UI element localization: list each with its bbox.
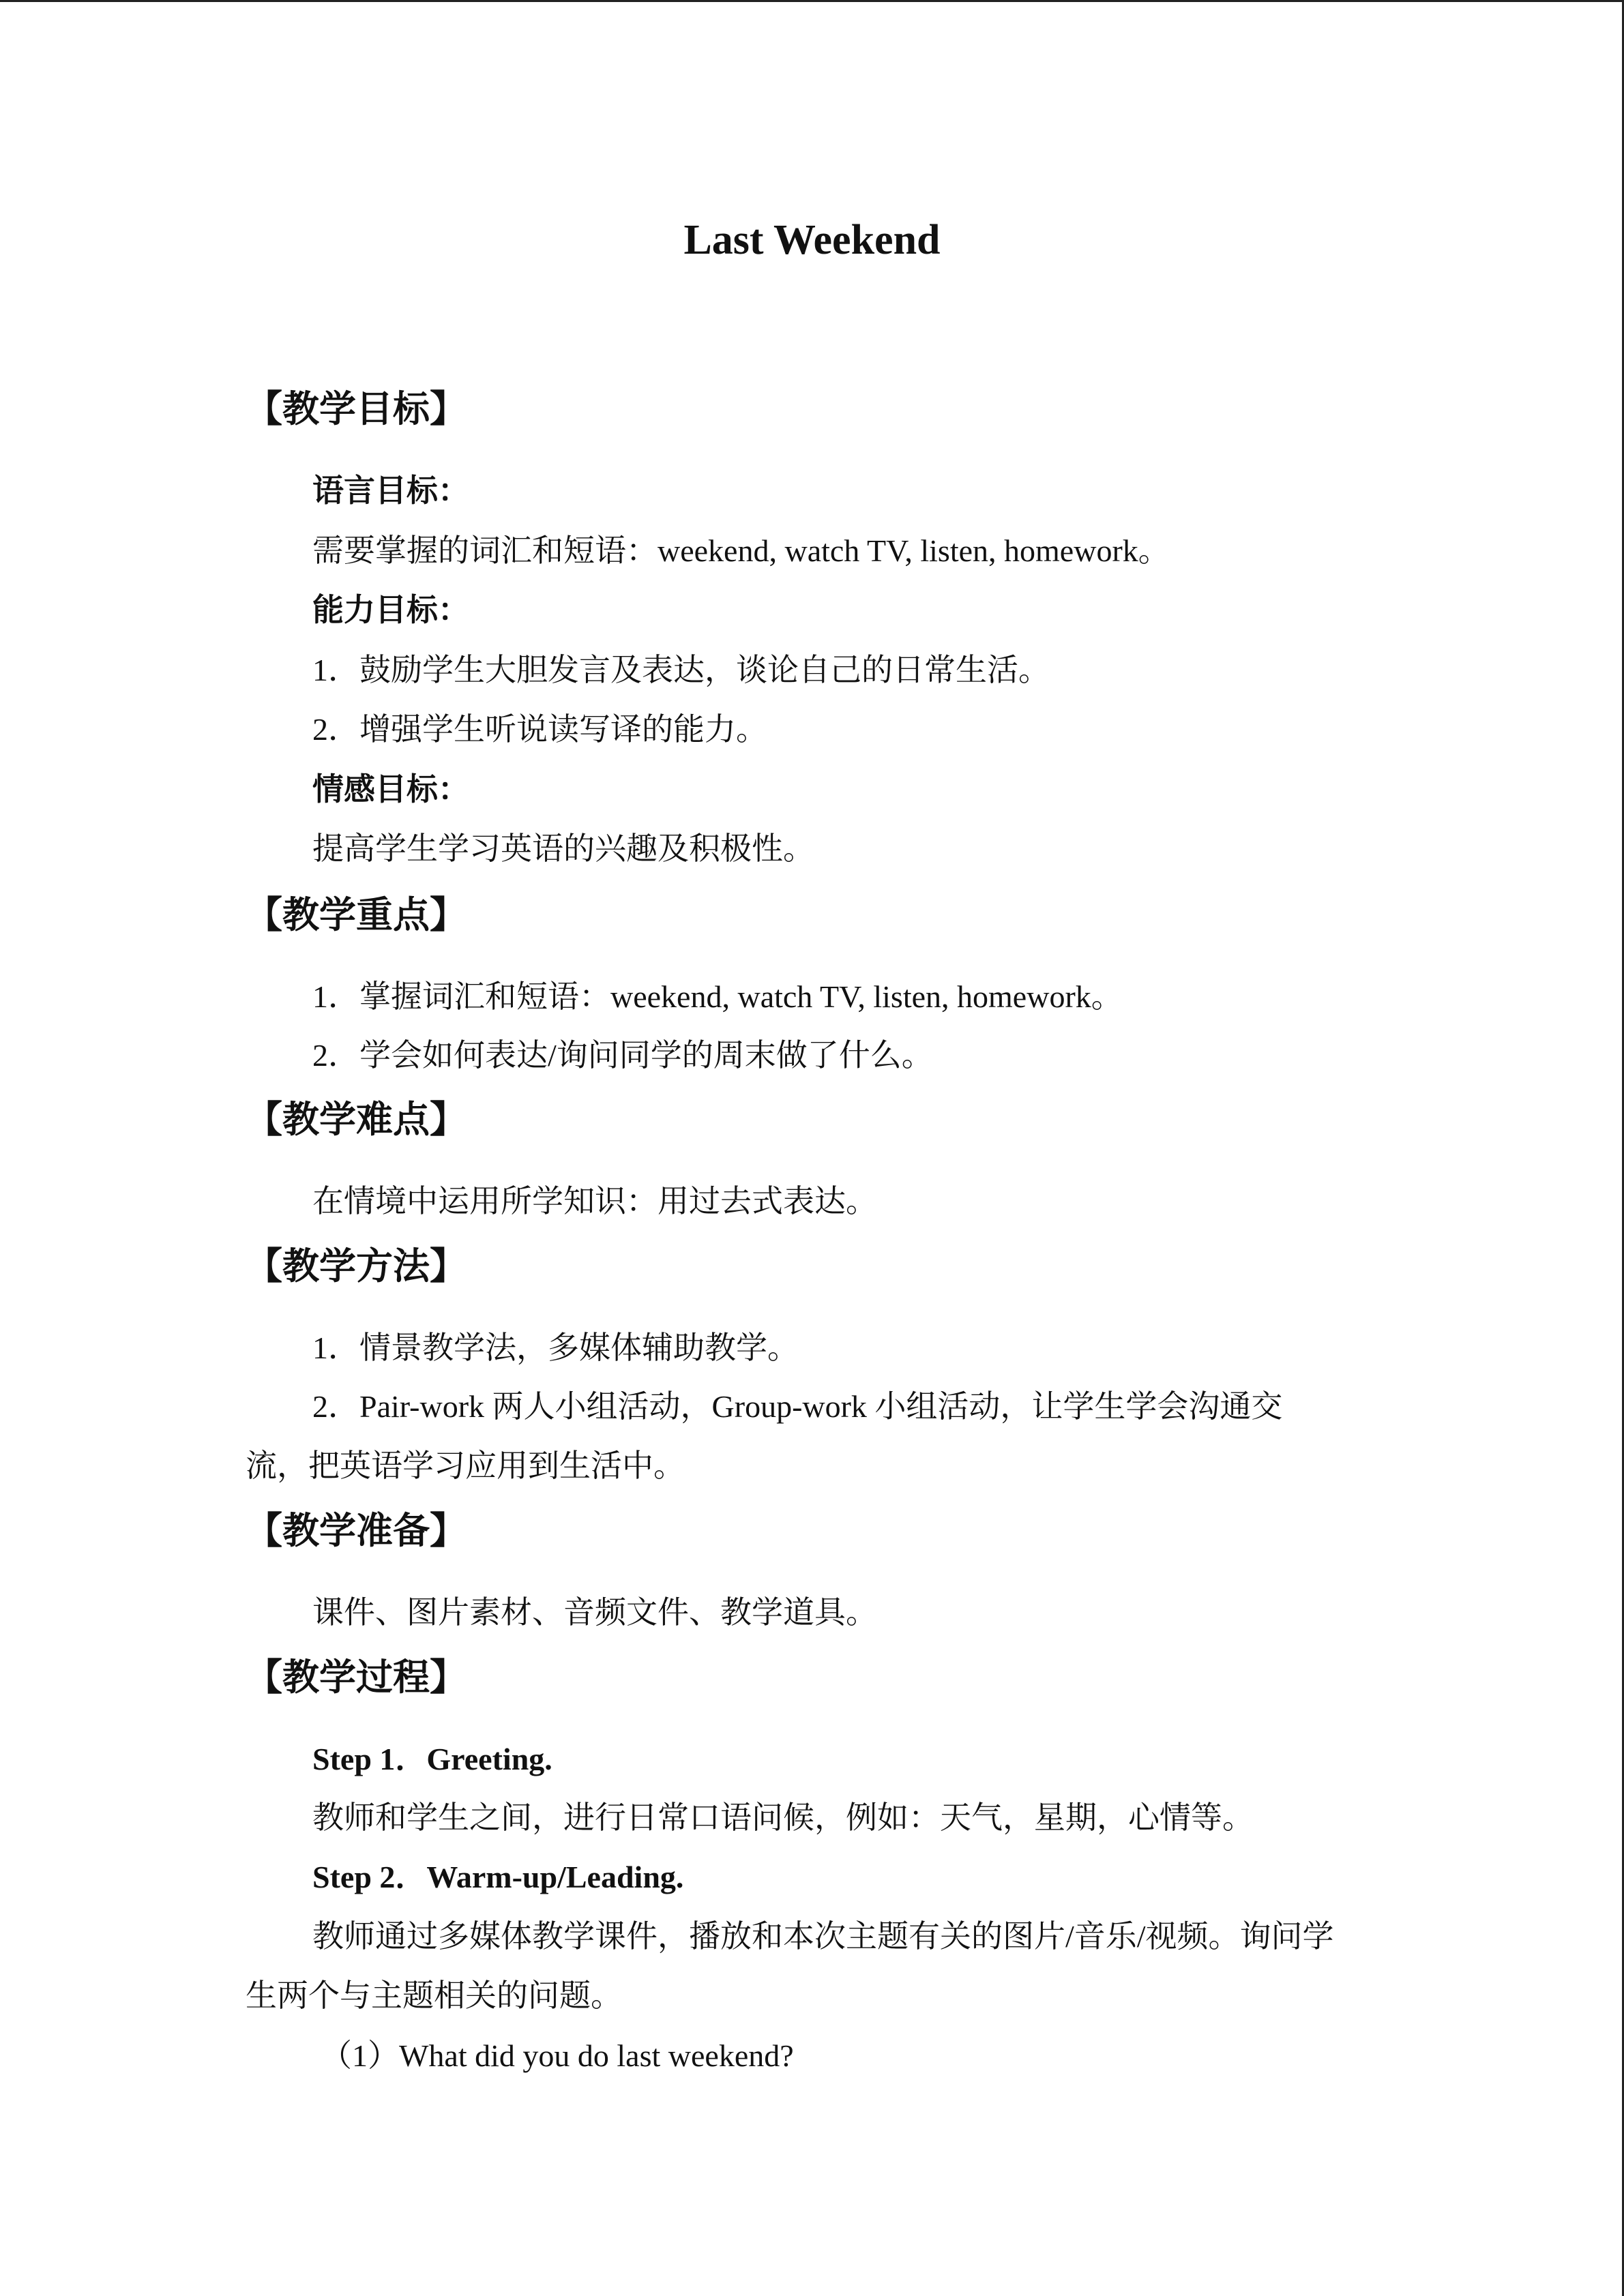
section-heading-preparation: 【教学准备】 xyxy=(246,1510,467,1551)
ability-objective-item: 2．增强学生听说读写译的能力。 xyxy=(312,712,767,747)
difficulty-text: 在情境中运用所学知识：用过去式表达。 xyxy=(312,1184,877,1219)
ability-objective-label: 能力目标： xyxy=(312,593,469,627)
method-item: 1．情景教学法，多媒体辅助教学。 xyxy=(312,1330,799,1365)
section-heading-difficulties: 【教学难点】 xyxy=(246,1099,467,1140)
section-heading-objectives: 【教学目标】 xyxy=(246,389,467,430)
step-1-text: 教师和学生之间，进行日常口语问候，例如：天气，星期，心情等。 xyxy=(312,1800,1254,1835)
key-point-item: 1．掌握词汇和短语：weekend, watch TV, listen, homework。 xyxy=(312,979,1123,1014)
question-item: （1）What did you do last weekend? xyxy=(321,2038,794,2073)
emotion-objective-label: 情感目标： xyxy=(312,772,469,807)
document-title: Last Weekend xyxy=(683,217,941,263)
emotion-objective-text: 提高学生学习英语的兴趣及积极性。 xyxy=(312,831,814,866)
step-2-text: 教师通过多媒体教学课件，播放和本次主题有关的图片/音乐/视频。询问学 xyxy=(312,1919,1334,1954)
step-1-title: Step 1．Greeting. xyxy=(312,1742,552,1776)
step-2-title: Step 2．Warm-up/Leading. xyxy=(312,1860,684,1894)
ability-objective-item: 1．鼓励学生大胆发言及表达，谈论自己的日常生活。 xyxy=(312,653,1050,687)
step-2-text-continuation: 生两个与主题相关的问题。 xyxy=(246,1978,622,2013)
method-item: 2．Pair-work 两人小组活动，Group-work 小组活动，让学生学会沟通交 xyxy=(312,1389,1283,1424)
language-objective-label: 语言目标： xyxy=(312,473,469,508)
page-border-top xyxy=(0,0,1624,2)
language-objective-text: 需要掌握的词汇和短语：weekend, watch TV, listen, homework。 xyxy=(312,533,1170,568)
key-point-item: 2．学会如何表达/询问同学的周末做了什么。 xyxy=(312,1038,933,1073)
method-item-continuation: 流，把英语学习应用到生活中。 xyxy=(246,1448,685,1483)
preparation-text: 课件、图片素材、音频文件、教学道具。 xyxy=(312,1595,877,1630)
section-heading-key-points: 【教学重点】 xyxy=(246,895,467,936)
section-heading-process: 【教学过程】 xyxy=(246,1657,467,1698)
section-heading-methods: 【教学方法】 xyxy=(246,1246,467,1287)
